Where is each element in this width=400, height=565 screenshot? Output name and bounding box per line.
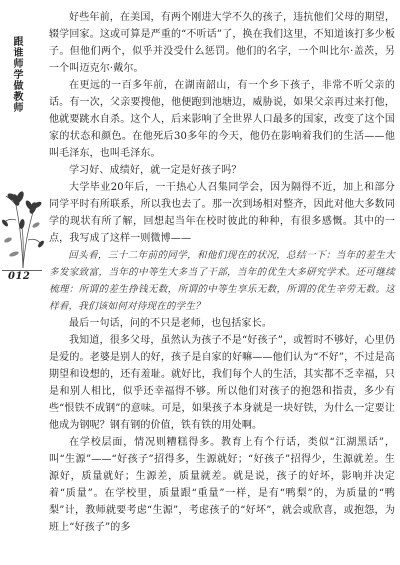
paragraph: 我知道，很多父母，虽然认为孩子不是“好孩子”，或暂时不够好，心里仍是爱的。老婆是别人的好，孩子是自家的好嘛——他们认为“不好”，不过是高期望和设想的，还有羞耻。就好比，我们每个人的生活，其实都不乏幸福，只是和别人相比，似乎还幸福得不够。所以他们对孩子的抱怨和指责，多少有些“恨铁不成钢”的意味。可是，如果孩子本身就是一块好铁，为什么一定要让他成为钢呢？钢有钢的价值，铁有铁的用处啊。 (49, 335, 395, 431)
page-sidebar (0, 0, 46, 565)
paragraph: 学习好、成绩好，就一定是好孩子吗？ (69, 165, 242, 176)
body-text (49, 9, 395, 536)
flower-icon (0, 150, 46, 270)
paragraph: 最后一句话，问的不只是老师，也包括家长。 (69, 318, 272, 329)
paragraph: 在更远的一百多年前，在湖南韶山，有一个乡下孩子，非常不听父亲的话。有一次，父亲要搜他，他便跑到池塘边，威胁说，如果父亲再过来打他，他就要跳水自杀。这个人，后来影响了全世界人口最多的国家，改变了这个国家的状态和颜色。在他死后30多年的今天，他仍在影响着我们的生活——他叫毛泽东，也叫毛泽东。 (49, 80, 395, 159)
page-number: 012 (8, 271, 31, 282)
quote-paragraph: 回头看，三十二年前的同学，和他们现在的状况，总结一下：当年的差生大多发家致富，当年的中等生大多当了干部，当年的优生大多研究学术。还可继续梳理：所谓的差生挣钱无数，所谓的中等生享乐无数，所谓的优生辛劳无数。这样看，我们该如何对待现在的学生？ (49, 250, 395, 312)
paragraph: 在学校层面，情况则糟糕得多。教育上有个行话，类似“江湖黑话”，叫“生源”——“好孩子”招得多，生源就好；“好孩子”招得少，生源就差。生源好，质量就好；生源差，质量就差。就是说，孩子的好坏，影响并决定着“质量”。在学校里，质量跟“重量”一样，是有“鸭梨”的，为质量的“鸭梨”计，教师就要考虑“生源”，考虑孩子的“好坏”，就会或欣喜，或抱怨，为班上“好孩子”的多 (49, 437, 395, 533)
paragraph: 大学毕业20年后，一干热心人召集同学会，因为隔得不近，加上和部分同学平时有所联系，所以我也去了。那一次到场相对整齐，因此对他大多数同学的现状有所了解，回想起当年在校时彼此的种种，有很多感慨。其中的一点，我写成了这样一则微博—— (49, 182, 395, 244)
paragraph: 好些年前，在美国，有两个刚进大学不久的孩子，违抗他们父母的期望，辍学回家。这或可算是严重的“不听话”了，换在我们这里，不知道该打多少板子。但他们两个，似乎并没受什么惩罚。他们的名字，一个叫比尔·盖茨，另一个叫迈克尔·戴尔。 (49, 12, 395, 74)
series-title: 跟谁师学做教师 (11, 36, 22, 113)
